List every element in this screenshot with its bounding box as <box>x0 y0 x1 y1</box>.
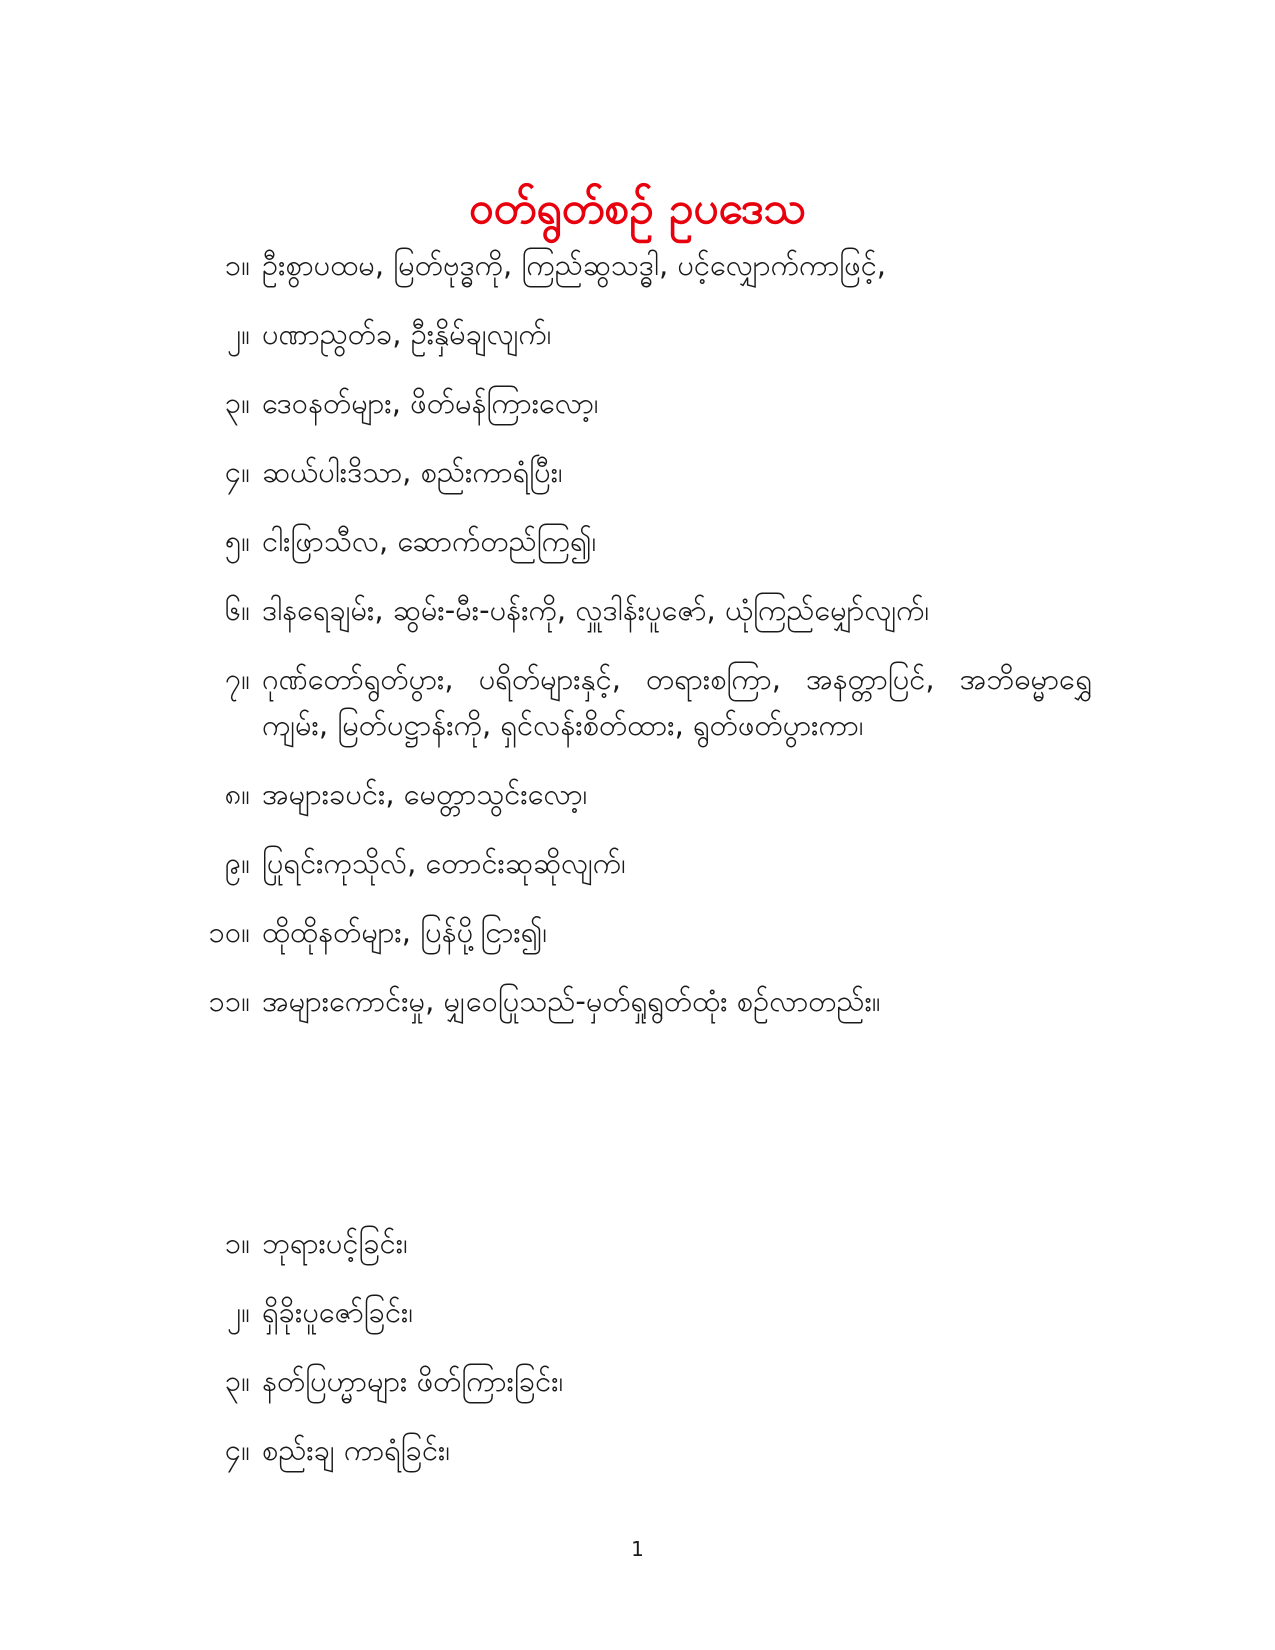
item-number: ၃။ <box>224 1364 250 1398</box>
item-number: ၂။ <box>226 1295 250 1329</box>
item-number: ၃။ <box>224 386 250 420</box>
item-number: ၉။ <box>224 846 250 880</box>
item-text: ဒါနရေချမ်း, ဆွမ်း-မီး-ပန်းကို, လှူဒါန်းပူဇော်, ယုံကြည်မျှော်လျက်၊ <box>262 593 930 627</box>
list-item <box>0 1220 1275 1266</box>
list-item <box>0 1427 1275 1473</box>
item-text: ဂုဏ်တော်ရွတ်ပွား, ပရိတ်များနှင့်, တရားစကြာ, အနတ္တာပြင်, အဘိဓမ္မာရွှေကျမ်း, မြတ်ပဋ္ဌာန်းကို, ရှင်လန်းစိတ်ထား, ရွတ်ဖတ်ပွားကာ၊ <box>262 662 1092 742</box>
item-number: ၂။ <box>226 317 250 351</box>
item-number: ၆။ <box>224 593 250 627</box>
list-item <box>0 587 1275 633</box>
item-number: ၁။ <box>224 248 250 282</box>
item-number: ၄။ <box>224 455 250 489</box>
item-text: အများကောင်းမှု, မျှဝေပြုသည်-မှတ်ရှုရွတ်ထုံး စဉ်လာတည်း။ <box>262 984 881 1018</box>
recitation-list <box>0 242 1275 1047</box>
item-text: ထိုထိုနတ်များ, ပြန်ပို့ငြား၍၊ <box>262 915 548 949</box>
item-number: ၄။ <box>224 1433 250 1467</box>
list-item <box>0 909 1275 955</box>
list-item <box>0 771 1275 817</box>
list-item <box>0 380 1275 426</box>
list-item <box>0 1289 1275 1335</box>
item-text: နတ်ပြဟ္မာများ ဖိတ်ကြားခြင်း၊ <box>262 1364 564 1398</box>
item-text: ပဏာညွတ်ခ, ဦးနှိမ်ချလျက်၊ <box>262 317 552 351</box>
item-number: ၁၁။ <box>208 984 250 1018</box>
item-text: အများခပင်း, မေတ္တာသွင်းလော့၊ <box>262 777 588 811</box>
list-item <box>0 449 1275 495</box>
item-number: ၇။ <box>224 662 250 696</box>
item-number: ၅။ <box>224 524 250 558</box>
page-title: ဝတ်ရွတ်စဉ် ဥပဒေသ <box>468 183 807 235</box>
item-text: ဘုရားပင့်ခြင်း၊ <box>262 1226 408 1260</box>
item-text: ဦးစွာပထမ, မြတ်ဗုဒ္ဓကို, ကြည်ဆွသဒ္ဓါ, ပင့်လျှောက်ကာဖြင့်, <box>262 248 886 282</box>
list-item <box>0 1358 1275 1404</box>
list-item <box>0 840 1275 886</box>
item-text: ပြုရင်းကုသိုလ်, တောင်းဆုဆိုလျက်၊ <box>262 846 626 880</box>
item-text: စည်းချ ကာရံခြင်း၊ <box>262 1433 451 1467</box>
list-item <box>0 656 1275 748</box>
item-number: ၁။ <box>224 1226 250 1260</box>
item-text: ငါးဖြာသီလ, ဆောက်တည်ကြ၍၊ <box>262 524 597 558</box>
list-item <box>0 311 1275 357</box>
item-text: ဆယ်ပါးဒိသာ, စည်းကာရံပြီး၊ <box>262 455 563 489</box>
list-item <box>0 978 1275 1024</box>
list-item <box>0 242 1275 288</box>
item-number: ၈။ <box>224 777 250 811</box>
page-number: 1 <box>631 1537 644 1561</box>
item-text: ဒေဝနတ်များ, ဖိတ်မန်ကြားလော့၊ <box>262 386 599 420</box>
item-number: ၁၀။ <box>208 915 250 949</box>
list-item <box>0 518 1275 564</box>
procedure-list <box>0 1220 1275 1496</box>
item-text: ရှိခိုးပူဇော်ခြင်း၊ <box>262 1295 414 1329</box>
